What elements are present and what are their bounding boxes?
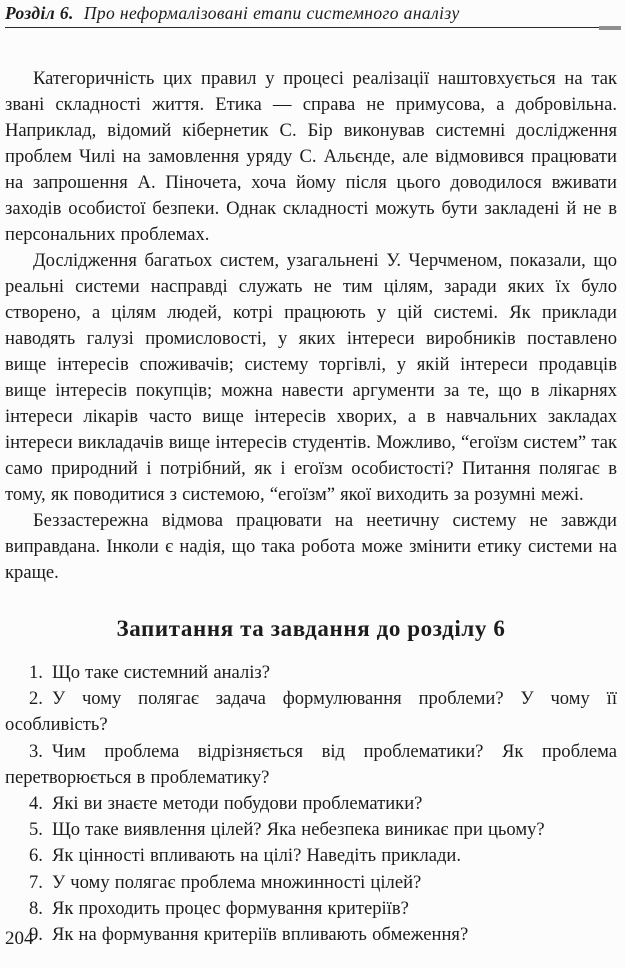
question-text: Як на формування критеріїв впливають обмеження? (51, 924, 469, 946)
question-text: Які ви знаєте методи побудови проблематики? (51, 793, 423, 815)
header-rule (5, 27, 617, 28)
question-text: Що таке системний аналіз? (51, 662, 270, 683)
question-item (5, 739, 617, 791)
paragraph: Беззастережна відмова працювати на неетичну систему не завжди виправдана. Інколи є надія, що така робота може змінити етику системи на краще. (5, 510, 617, 583)
questions-list (5, 660, 617, 948)
question-number: 1. (29, 662, 43, 683)
question-number: 5. (29, 819, 43, 841)
question-number: 3. (29, 740, 43, 762)
chapter-label: Розділ 6. (5, 3, 74, 23)
page-body (5, 66, 617, 586)
question-item (5, 686, 617, 738)
question-number: 9. (29, 924, 43, 946)
question-number: 7. (29, 871, 43, 893)
section-heading: Запитання та завдання до розділу 6 (116, 616, 506, 641)
question-number: 6. (29, 845, 43, 867)
question-text: Чим проблема відрізняється від проблематики? Як проблема перетворюється в проблематику? (5, 740, 617, 788)
question-text: Як цінності впливають на цілі? Наведіть приклади. (51, 845, 462, 867)
paragraph: Категоричність цих правил у процесі реалізації наштовхується на так звані складності життя. Етика — справа не примусова, а добровільна. Наприклад, відомий кібернетик С. Бір виконував системні дослідження проблем Чилі на замовлення уряду С. Альєнде, але відмовився працювати на запрошення А. Піночета, хоча йому після цього доводилося вживати заходів особистої безпеки. Однак складності можуть бути закладені й не в персональних проблемах. (5, 68, 617, 245)
question-item (5, 896, 617, 922)
question-text: Що таке виявлення цілей? Яка небезпека виникає при цьому? (51, 819, 545, 841)
question-item (5, 922, 617, 948)
paragraph: Дослідження багатьох систем, узагальнені У. Черчменом, показали, що реальні системи насправді служать не тим цілям, заради яких їх було створено, а цілям людей, котрі працюють у цій системі. Як приклади наводять галузі промисловості, у яких інтереси виробників поставлено вище інтересів споживачів; систему торгівлі, у якій інтереси продавців вище інтересів покупців; можна навести аргументи за те, що в лікарнях інтереси лікарів часто вище інтересів хворих, а в навчальних закладах інтереси викладачів вище інтересів студентів. Можливо, “егоїзм систем” так само природний і потрібний, як і егоїзм особистості? Питання полягає в тому, як поводитися з системою, “егоїзм” якої виходить за розумні межі. (5, 250, 617, 505)
header-rule-end-mark (599, 26, 621, 30)
question-text: Як проходить процес формування критеріїв? (51, 897, 409, 919)
question-item (5, 791, 617, 817)
question-item (5, 817, 617, 843)
chapter-title: Про неформалізовані етапи системного аналізу (83, 3, 460, 23)
question-item (5, 843, 617, 869)
running-header (5, 2, 617, 24)
question-number: 2. (29, 688, 43, 710)
page-number: 204 (5, 928, 34, 949)
question-number: 4. (29, 793, 43, 815)
question-text: У чому полягає задача формулювання проблеми? У чому її особливість? (5, 688, 617, 736)
question-text: У чому полягає проблема множинності цілей? (51, 871, 422, 893)
question-item (5, 660, 617, 686)
question-item (5, 870, 617, 896)
question-number: 8. (29, 897, 43, 919)
